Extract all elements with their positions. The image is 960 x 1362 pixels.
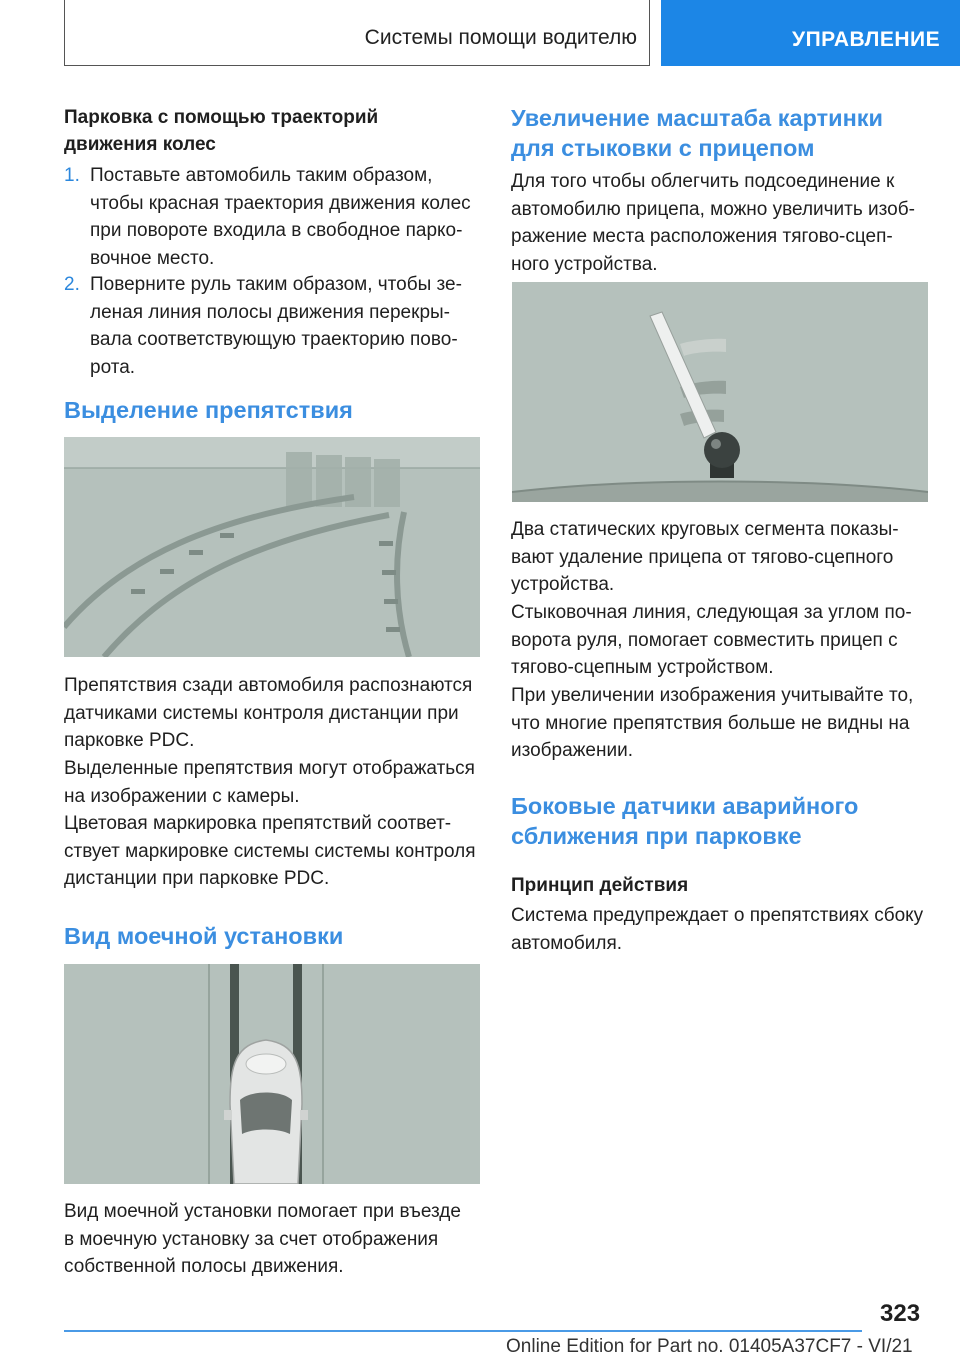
zoom-p3-line3: тягово-сцепным устройством. [511, 657, 774, 678]
obstacles-p2-line1: Выделенные препятствия могут отображаться [64, 758, 475, 779]
side-p1-line2: автомобиля. [511, 932, 623, 954]
zoom-p3-line2: ворота руля, помогает совместить прицеп с [511, 629, 898, 651]
footer-edition: Online Edition for Part no. 01405A37CF7 - VI/21 [506, 1336, 913, 1357]
obstacles-p2-line2: на изображении с камеры. [64, 785, 300, 807]
zoom-p1-line1: Для того чтобы облегчить подсоединение к [511, 171, 895, 192]
header-chapter-tab [661, 0, 960, 66]
footer-divider [64, 1330, 862, 1332]
side-heading-line1: Боковые датчики аварийного [511, 793, 859, 819]
carwash-heading: Вид моечной установки [64, 923, 344, 949]
obstacle-highlight-image [64, 437, 480, 657]
header-chapter-title: УПРАВЛЕНИЕ [792, 28, 941, 51]
zoom-p4-line3: изображении. [511, 740, 633, 761]
obstacles-heading: Выделение препятствия [64, 397, 353, 423]
step2-line1: Поверните руль таким образом, чтобы зе- [90, 274, 462, 295]
obstacles-p1-line1: Препятствия сзади автомобиля распознаются [64, 675, 473, 696]
step1-number: 1. [64, 165, 80, 186]
zoom-p2-line3: устройства. [511, 574, 615, 595]
carwash-p1-line1: Вид моечной установки помогает при въезде [64, 1201, 461, 1222]
side-p1-line1: Система предупреждает о препятствиях сбоку [511, 905, 924, 926]
zoom-p2-line2: вают удаление прицепа от тягово-сцепного [511, 546, 894, 568]
car-wash-view-image [64, 964, 480, 1184]
parking-title-line2: движения колес [64, 134, 216, 155]
zoom-p4-line2: что многие препятствия больше не видны на [511, 712, 910, 734]
step2-line4: рота. [90, 356, 136, 378]
carwash-p1-line2: в моечную установку за счет отображения [64, 1228, 439, 1250]
carwash-p1-line3: собственной полосы движения. [64, 1256, 344, 1277]
obstacles-p3-line2: ствует маркировке системы системы контроля [64, 840, 476, 862]
zoom-p1-line4: ного устройства. [511, 253, 658, 275]
step1-line2: чтобы красная траектория движения колес [90, 192, 471, 214]
step1-line4: вочное место. [90, 247, 215, 269]
zoom-heading-line1: Увеличение масштаба картинки [511, 105, 883, 131]
zoom-p4-line1: При увеличении изображения учитывайте то, [511, 685, 914, 706]
obstacles-p3-line1: Цветовая маркировка препятствий соответ- [64, 813, 452, 834]
step1-line1: Поставьте автомобиль таким образом, [90, 165, 433, 186]
step2-line3: вала соответствующую траекторию пово- [90, 329, 458, 350]
zoom-p1-line2: автомобилю прицепа, можно увеличить изоб- [511, 198, 915, 220]
zoom-p3-line1: Стыковочная линия, следующая за углом по- [511, 602, 912, 623]
header-section-tab [64, 0, 650, 66]
step2-line2: леная линия полосы движения перекры- [90, 301, 450, 323]
obstacles-p3-line3: дистанции при парковке PDC. [64, 868, 330, 889]
tow-hitch-zoom-image [512, 282, 928, 502]
obstacles-p1-line3: парковке PDC. [64, 730, 195, 751]
zoom-heading-line2: для стыковки с прицепом [511, 135, 815, 161]
header-section-title: Системы помощи водителю [364, 26, 637, 49]
obstacles-p1-line2: датчиками системы контроля дистанции при [64, 702, 459, 724]
step2-number: 2. [64, 274, 80, 295]
step1-line3: при повороте входила в свободное парко- [90, 220, 463, 241]
side-subheading: Принцип действия [511, 875, 689, 896]
zoom-p1-line3: ражение места расположения тягово-сцеп- [511, 226, 893, 247]
zoom-p2-line1: Два статических круговых сегмента показы- [511, 519, 899, 540]
page-number: 323 [880, 1300, 921, 1327]
side-heading-line2: сближения при парковке [511, 823, 802, 849]
parking-title-line1: Парковка с помощью траекторий [64, 107, 379, 128]
